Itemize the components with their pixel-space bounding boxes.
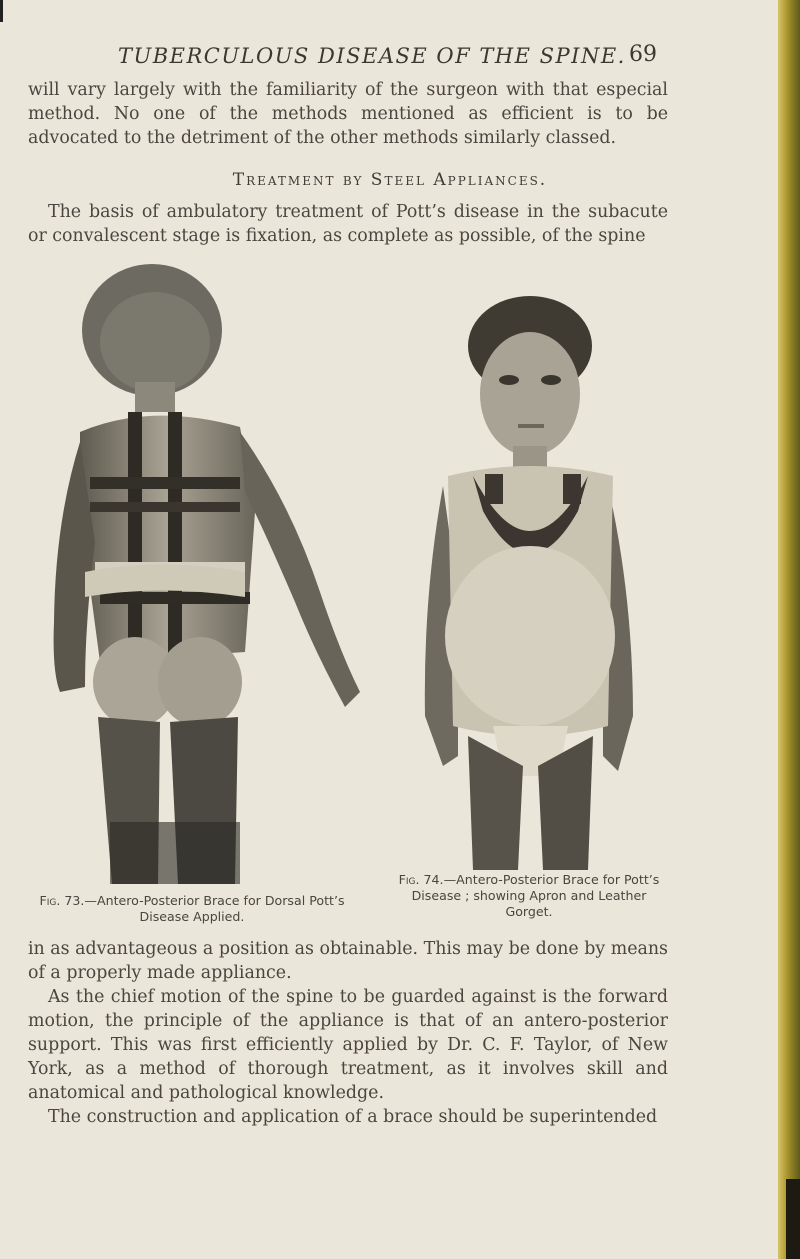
book-spine-edge — [778, 0, 800, 1259]
figure-74-photo — [413, 296, 638, 870]
brace-back-view-image — [40, 262, 375, 884]
figure-73-photo — [40, 262, 375, 884]
figure-74 — [413, 296, 638, 870]
paragraph-continuation: in as advantageous a position as obtainable. This may be done by means of a properly made appliance. — [28, 939, 668, 983]
figure-73 — [40, 262, 375, 888]
figure-74-caption-text: —Antero-Posterior Brace for Pott’s Disease ; showing Apron and Leather Gorget. — [411, 872, 660, 919]
paragraph-principle: As the chief motion of the spine to be guarded against is the forward motion, the principle of the appliance is that of an antero-posterior support. This was first efficiently applied by Dr. C. F. Taylor, of New York, as a method of thorough treatment, as it involves skill and anatomical and pathological knowledge. — [28, 987, 668, 1103]
figure-73-label: Fig. 73. — [39, 893, 85, 908]
figure-73-caption — [22, 893, 362, 925]
page-edge-mark — [0, 0, 3, 22]
paragraph-construction: The construction and application of a brace should be superintended — [48, 1107, 658, 1127]
figure-73-caption-text: —Antero-Posterior Brace for Dorsal Pott’s Disease Applied. — [84, 893, 345, 924]
section-heading: Treatment by Steel Appliances. — [232, 170, 548, 190]
paragraph-continued: will vary largely with the familiarity of the surgeon with that especial method. No one of the methods mentioned as efficient is to be advocated to the detriment of the other methods similarly classed. — [28, 80, 668, 148]
paragraph-intro: The basis of ambulatory treatment of Pott’s disease in the subacute or convalescent stage is fixation, as complete as possible, of the spine — [28, 202, 668, 246]
figure-74-label: Fig. 74. — [398, 872, 444, 887]
running-title: TUBERCULOUS DISEASE OF THE SPINE. — [118, 44, 626, 68]
page-number: 69 — [629, 42, 657, 67]
figure-74-caption — [398, 872, 660, 920]
brace-front-view-image — [413, 296, 638, 870]
